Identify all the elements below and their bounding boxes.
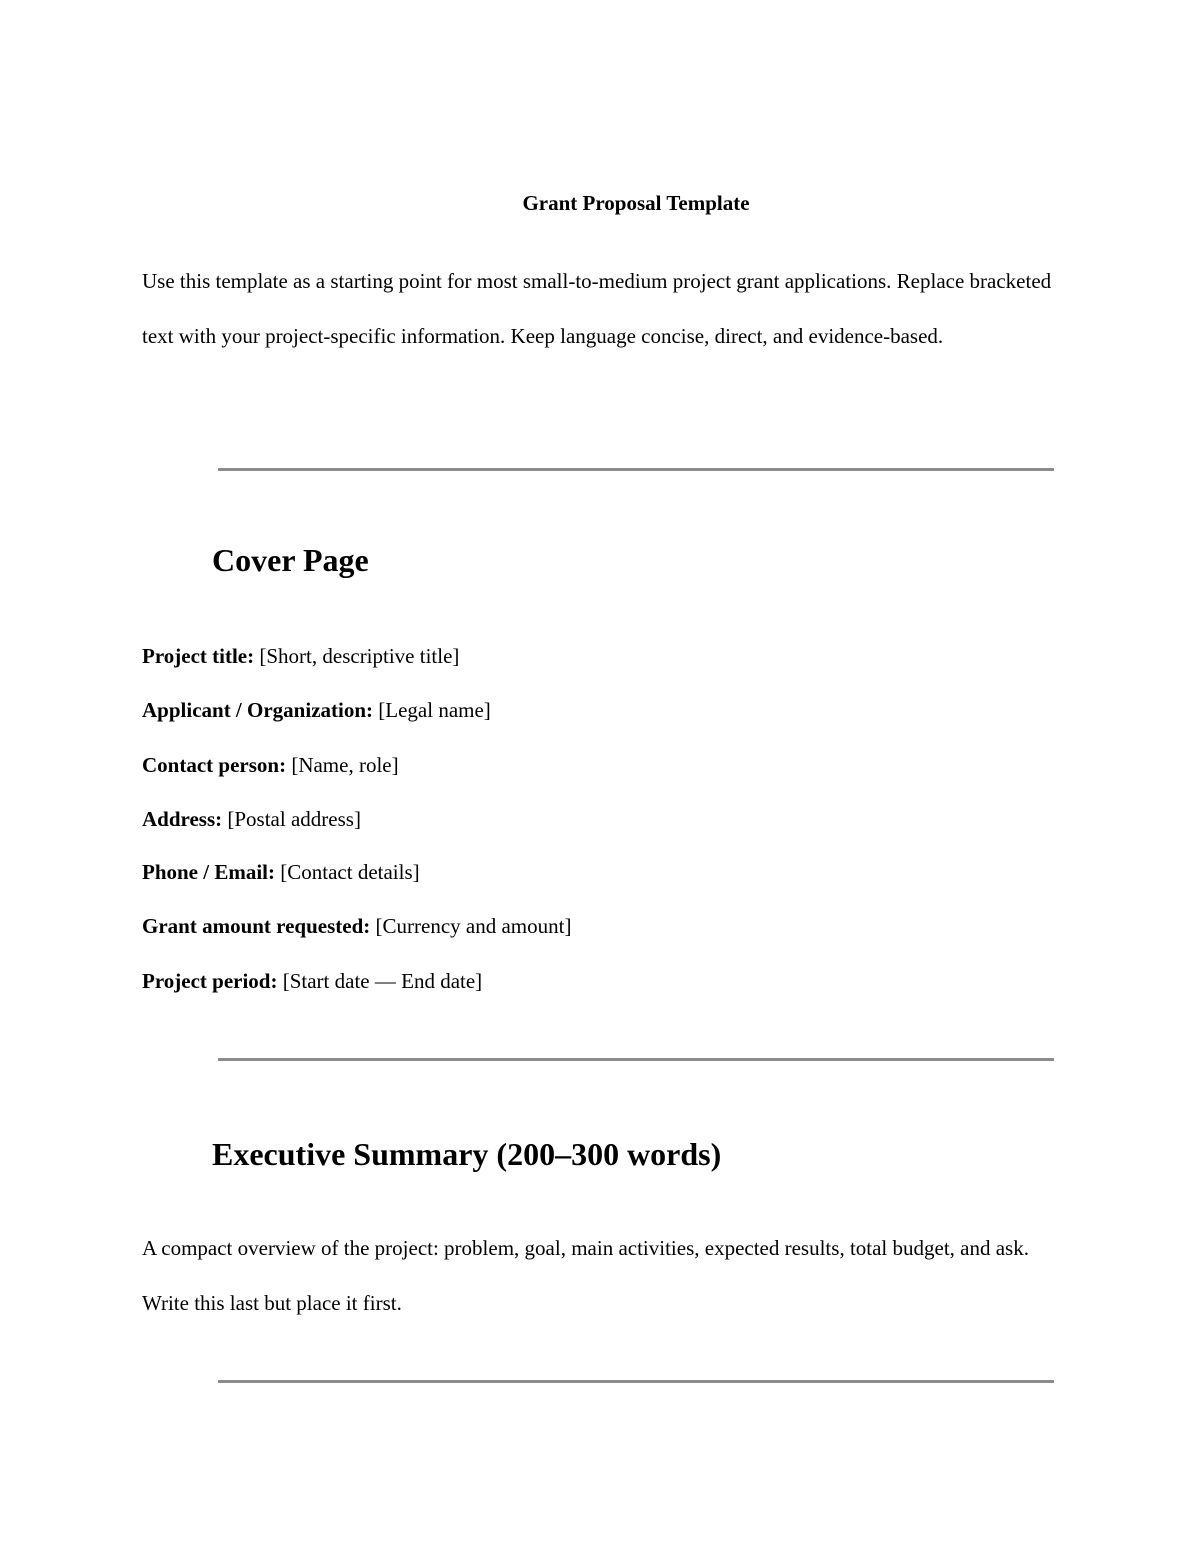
section-divider bbox=[218, 468, 1054, 471]
field-value: [Contact details] bbox=[280, 860, 420, 884]
field-phone-email bbox=[142, 857, 420, 887]
executive-summary-heading: Executive Summary (200–300 words) bbox=[212, 1136, 722, 1172]
field-label: Contact person: bbox=[142, 753, 287, 777]
document-title: Grant Proposal Template bbox=[522, 191, 750, 215]
field-project-period bbox=[142, 966, 482, 996]
field-value: [Short, descriptive title] bbox=[259, 644, 460, 668]
field-value: [Start date — End date] bbox=[282, 969, 483, 993]
section-divider bbox=[218, 1380, 1054, 1383]
section-divider bbox=[218, 1058, 1054, 1061]
field-contact-person bbox=[142, 750, 399, 780]
intro-paragraph: Use this template as a starting point for most small-to-medium project grant applications. Replace bracketed text with your project-specific information. Keep language concise, direct, and evidence-based. bbox=[142, 269, 1052, 348]
field-applicant-organization bbox=[142, 695, 491, 725]
field-label: Phone / Email: bbox=[142, 860, 276, 884]
field-value: [Postal address] bbox=[227, 807, 361, 831]
field-project-title bbox=[142, 641, 459, 671]
field-value: [Currency and amount] bbox=[375, 914, 572, 938]
field-label: Project period: bbox=[142, 969, 278, 993]
field-value: [Legal name] bbox=[378, 698, 491, 722]
field-label: Address: bbox=[142, 807, 223, 831]
field-label: Grant amount requested: bbox=[142, 914, 371, 938]
cover-page-heading: Cover Page bbox=[212, 542, 369, 578]
field-address bbox=[142, 804, 361, 834]
field-label: Applicant / Organization: bbox=[142, 698, 374, 722]
field-label: Project title: bbox=[142, 644, 255, 668]
field-value: [Name, role] bbox=[291, 753, 399, 777]
executive-summary-paragraph: A compact overview of the project: problem, goal, main activities, expected results, total budget, and ask. Write this last but place it first. bbox=[142, 1236, 1029, 1315]
field-grant-amount bbox=[142, 911, 571, 941]
